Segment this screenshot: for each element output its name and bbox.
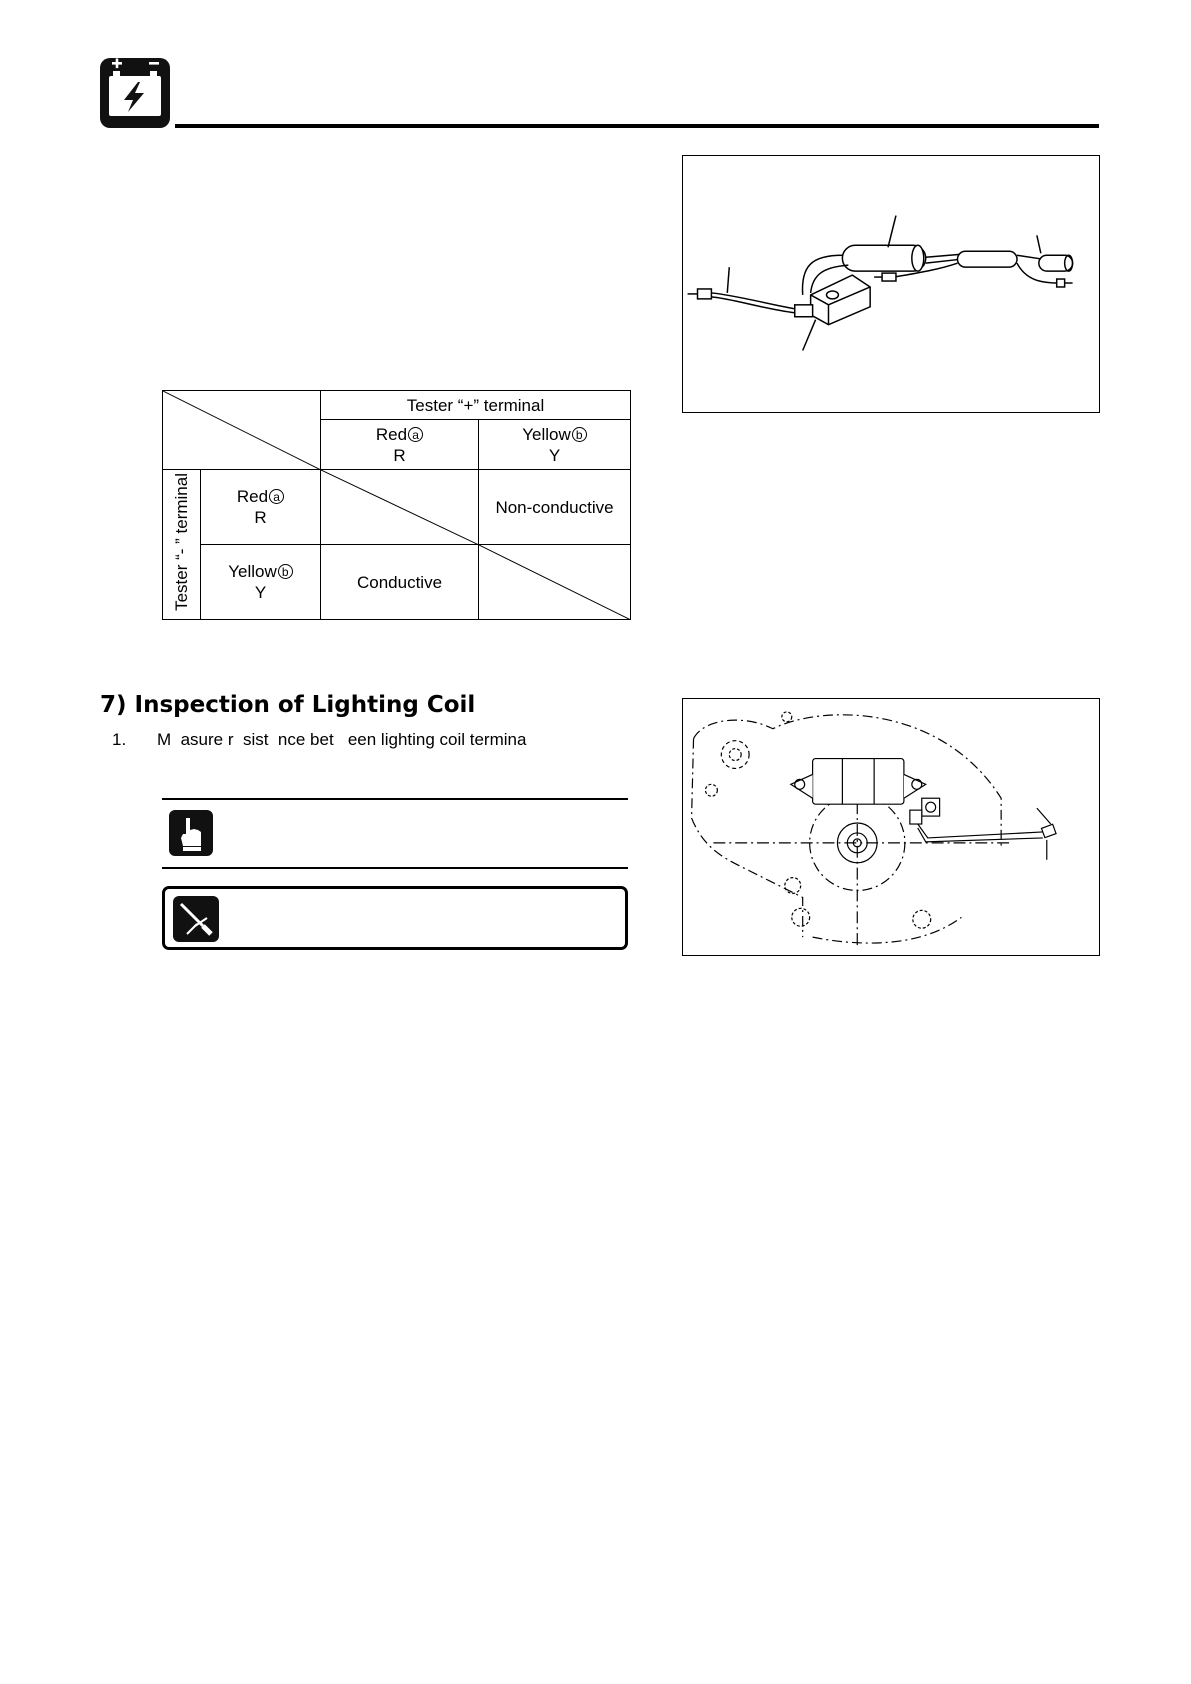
step-number: 1. (112, 730, 127, 749)
section-heading: 7) Inspection of Lighting Coil (100, 692, 476, 718)
cdi-unit-figure (682, 155, 1100, 413)
table-cell-diagonal (479, 545, 631, 620)
row-group-header: Tester “- ” terminal (163, 470, 201, 620)
row-header-red: Red a R (201, 470, 321, 545)
row-header-yellow: Yellow b Y (201, 545, 321, 620)
note-rule-top (162, 798, 628, 800)
column-header-yellow: Yellow b Y (479, 420, 631, 470)
note-rule-bottom (162, 867, 628, 869)
pointing-hand-icon (169, 810, 213, 856)
table-corner-cell (163, 391, 321, 470)
lighting-coil-figure (682, 698, 1100, 956)
column-group-header: Tester “+” terminal (321, 391, 631, 420)
header-rule (175, 124, 1099, 128)
table-cell-diagonal (321, 470, 479, 545)
step-text: M asure r sist nce bet een lighting coil termina (157, 730, 527, 749)
table-cell-yellow-red: Conductive (321, 545, 479, 620)
cdi-unit-illustration (683, 156, 1099, 412)
table-cell-red-yellow: Non-conductive (479, 470, 631, 545)
lighting-coil-illustration (683, 699, 1099, 955)
battery-electrical-icon (100, 58, 170, 128)
column-header-red: Red a R (321, 420, 479, 470)
tool-note-box (162, 886, 628, 950)
tester-probe-icon (173, 896, 219, 942)
continuity-table (162, 390, 631, 620)
